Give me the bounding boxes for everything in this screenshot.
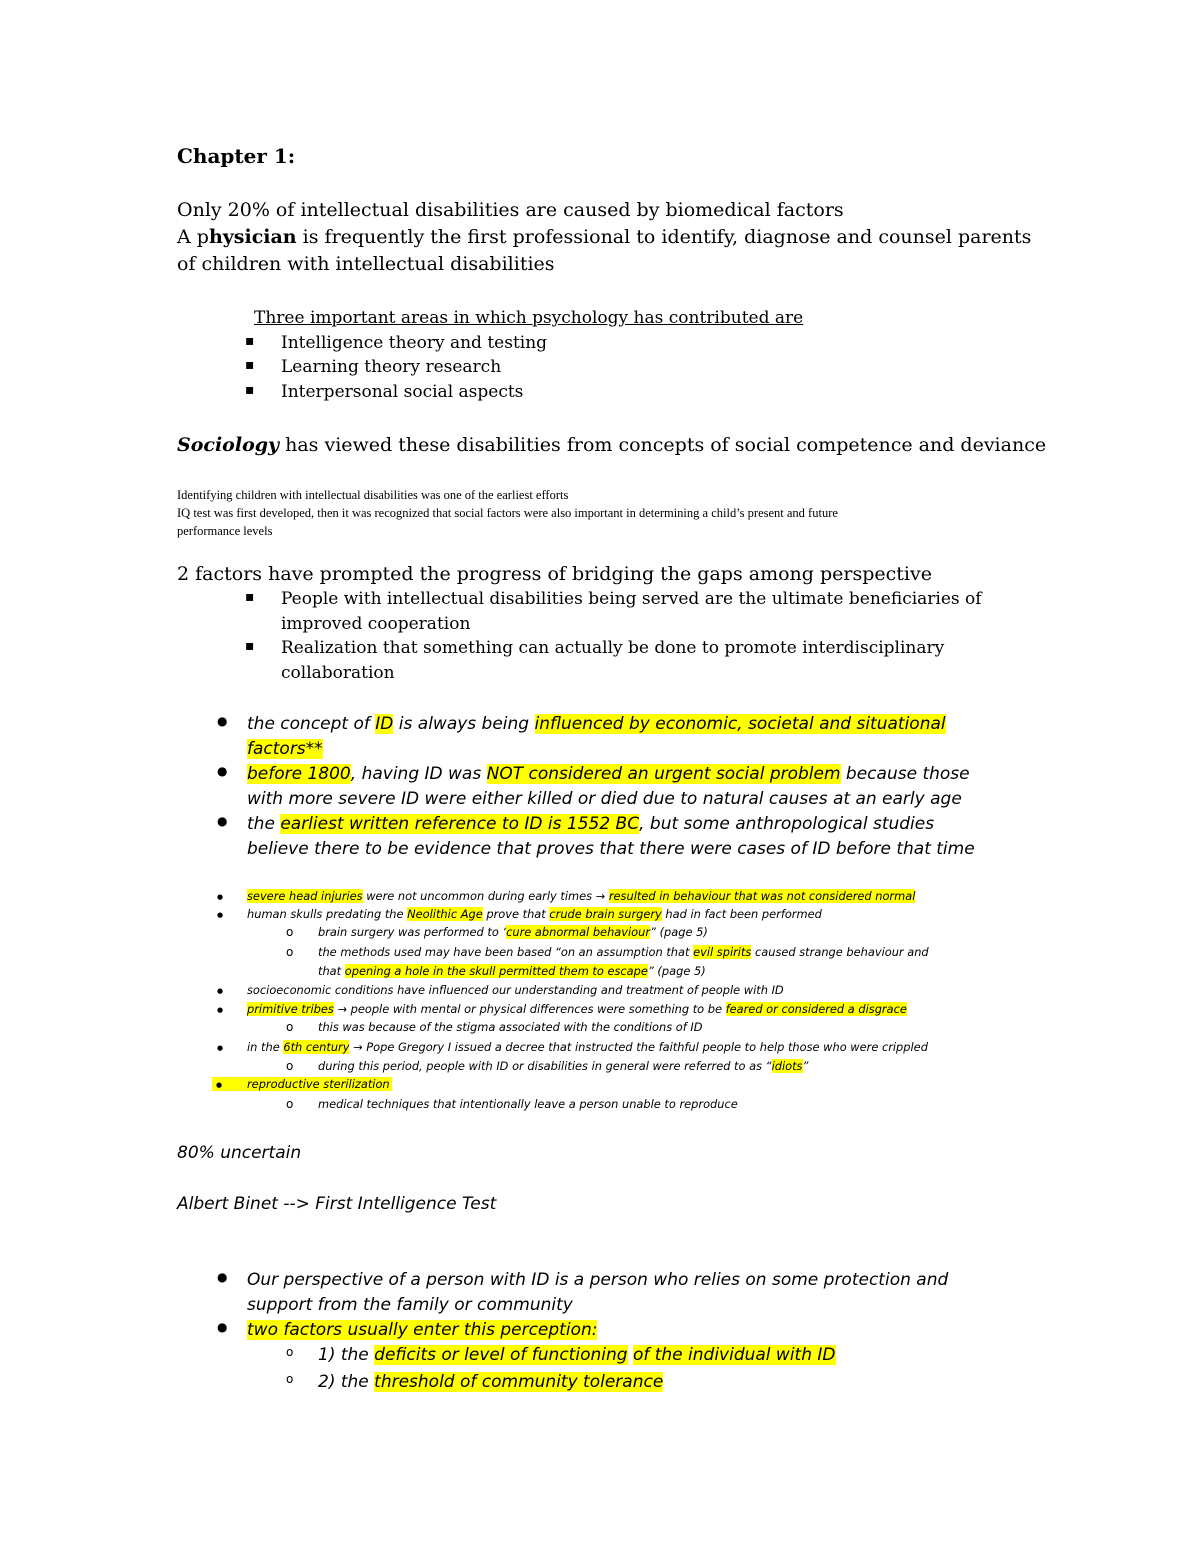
text: → Pope Gregory I issued a decree that instructed the faithful people to help those who were crippled — [349, 1040, 928, 1054]
intro-line-2 — [177, 226, 1031, 248]
psychology-item: ▪ Interpersonal social aspects — [281, 382, 523, 402]
highlight: threshold of community tolerance — [374, 1372, 664, 1392]
binet-note: Albert Binet --> First Intelligence Test — [177, 1194, 497, 1214]
highlight: of the individual with ID — [632, 1345, 836, 1365]
bullet-earliest-reference — [247, 814, 934, 834]
text: were not uncommon during early times → — [362, 889, 609, 903]
text: in the — [247, 1040, 284, 1054]
bullet-concept-of-id — [247, 714, 946, 734]
factors-heading: 2 factors have prompted the progress of bridging the gaps among perspective — [177, 563, 932, 585]
small-note: Identifying children with intellectual disabilities was one of the earliest efforts — [177, 488, 569, 502]
small-bullet-head-injuries — [247, 889, 915, 903]
factors-item-2: ▪ Realization that something can actually be done to promote interdisciplinary — [281, 638, 944, 658]
bullet-perspective-cont: support from the family or community — [247, 1295, 573, 1315]
factors-item-1: ▪ People with intellectual disabilities being served are the ultimate beneficiaries of — [281, 589, 982, 609]
psychology-item: ▪ Intelligence theory and testing — [281, 333, 547, 353]
physician-bold: hysician — [208, 226, 297, 248]
psychology-heading: Three important areas in which psychology has contributed are — [254, 308, 804, 328]
highlight: evil spirits — [693, 945, 752, 959]
highlight: 6th century — [283, 1040, 350, 1054]
sub-bullet-idiots — [318, 1059, 808, 1073]
sociology-term: Sociology — [177, 434, 280, 456]
highlight: idiots — [771, 1059, 803, 1073]
highlight: factors** — [247, 739, 323, 759]
text: prove that — [482, 907, 550, 921]
bullet-perspective: ● Our perspective of a person with ID is a person who relies on some protection and — [247, 1270, 948, 1290]
text: because those — [840, 764, 970, 784]
sub-bullet-threshold — [318, 1372, 663, 1392]
intro-line-2-post: is frequently the first professional to identify, diagnose and counsel parents — [296, 226, 1032, 248]
bullet-two-factors — [247, 1320, 597, 1340]
sub-bullet-stigma: o this was because of the stigma associated with the conditions of ID — [318, 1020, 703, 1034]
bullet-before-1800-cont: with more severe ID were either killed or died due to natural causes at an early age — [247, 789, 962, 809]
text: ” (page 5) — [647, 964, 706, 978]
highlight: cure abnormal behaviour — [506, 925, 651, 939]
sociology-rest: has viewed these disabilities from concepts of social competence and deviance — [279, 434, 1047, 456]
small-note: IQ test was first developed, then it was recognized that social factors were also important in determining a child’s present and future — [177, 506, 838, 520]
sub-bullet-methods-cont — [318, 964, 706, 978]
small-bullet-socioeconomic: ● socioeconomic conditions have influenced our understanding and treatment of people with ID — [247, 983, 784, 997]
text: 1) the — [318, 1345, 375, 1365]
text: , but some anthropological studies — [639, 814, 935, 834]
text: the concept of — [247, 714, 376, 734]
text: human skulls predating the — [247, 907, 408, 921]
sub-bullet-brain-surgery — [318, 925, 708, 939]
sociology-line — [177, 434, 1046, 456]
text: ” (page 5) — [650, 925, 708, 939]
highlight: primitive tribes — [247, 1002, 334, 1016]
bullet-concept-of-id-cont — [247, 739, 323, 759]
text: ” — [802, 1059, 809, 1073]
intro-line-3: of children with intellectual disabilities — [177, 253, 555, 275]
factors-item-2-cont: collaboration — [281, 663, 395, 683]
factors-item-1-cont: improved cooperation — [281, 614, 471, 634]
highlight: resulted in behaviour that was not considered normal — [608, 889, 916, 903]
text: 2) the — [318, 1372, 375, 1392]
chapter-title: Chapter 1: — [177, 144, 296, 168]
bullet-earliest-reference-cont: believe there to be evidence that proves that there were cases of ID before that time — [247, 839, 975, 859]
small-bullet-sterilization — [212, 1077, 392, 1091]
text: during this period, people with ID or disabilities in general were referred to as “ — [318, 1059, 772, 1073]
highlight: severe head injuries — [247, 889, 363, 903]
highlight: crude brain surgery — [549, 907, 662, 921]
psychology-item: ▪ Learning theory research — [281, 357, 501, 377]
bullet-before-1800 — [247, 764, 970, 784]
highlight: two factors usually enter this perception: — [247, 1320, 598, 1340]
bullet-dot: ● — [216, 1081, 223, 1089]
highlight: feared or considered a disgrace — [725, 1002, 907, 1016]
text: that — [318, 964, 345, 978]
text: had in fact been performed — [661, 907, 822, 921]
text: , having ID was — [350, 764, 487, 784]
text: brain surgery was performed to ‘ — [318, 925, 507, 939]
text: caused strange behaviour and — [751, 945, 929, 959]
highlight: deficits or level of functioning — [374, 1345, 628, 1365]
highlight: opening a hole in the skull permitted them to escape — [344, 964, 648, 978]
sub-bullet-deficits — [318, 1345, 836, 1365]
text: → people with mental or physical differences were something to be — [333, 1002, 726, 1016]
small-note: performance levels — [177, 524, 273, 538]
highlight: NOT considered an urgent social problem — [486, 764, 841, 784]
sub-bullet-medical-techniques: o medical techniques that intentionally leave a person unable to reproduce — [318, 1097, 738, 1111]
text: is always being — [393, 714, 535, 734]
text: reproductive sterilization — [247, 1077, 390, 1091]
small-bullet-primitive-tribes — [247, 1002, 907, 1016]
highlight: ID — [375, 714, 394, 734]
text: the methods used may have been based “on an assumption that — [318, 945, 694, 959]
intro-line-2-pre: A p — [177, 226, 209, 248]
highlight: Neolithic Age — [407, 907, 483, 921]
highlight: before 1800 — [247, 764, 351, 784]
uncertain-note: 80% uncertain — [177, 1143, 302, 1163]
small-bullet-6th-century — [247, 1040, 928, 1054]
highlight: earliest written reference to ID is 1552 BC — [280, 814, 640, 834]
small-bullet-human-skulls — [247, 907, 822, 921]
text: the — [247, 814, 281, 834]
sub-bullet-methods — [318, 945, 929, 959]
intro-line-1: Only 20% of intellectual disabilities are caused by biomedical factors — [177, 199, 844, 221]
highlight: influenced by economic, societal and situational — [534, 714, 946, 734]
